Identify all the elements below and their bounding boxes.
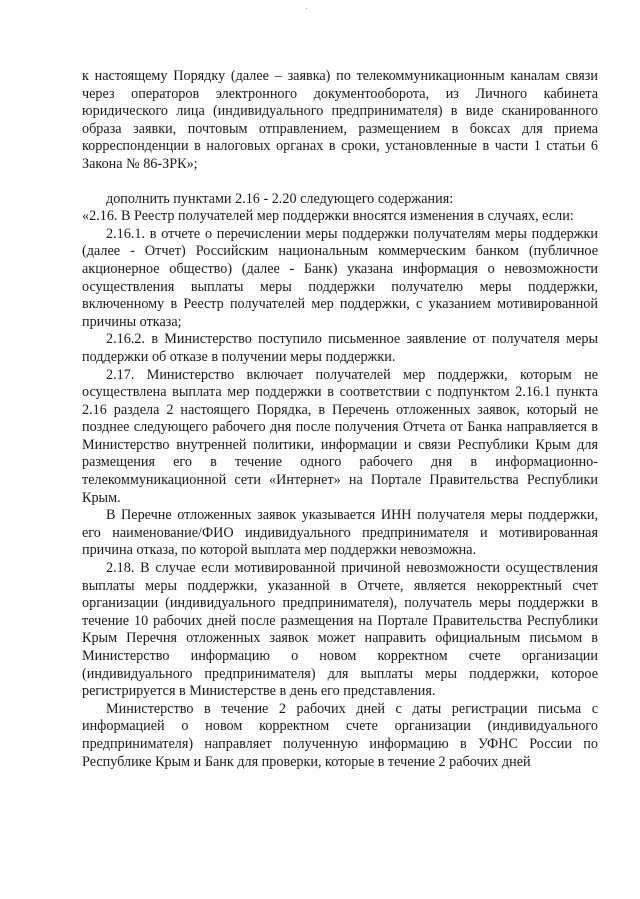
paragraph-2-17: 2.17. Министерство включает получателей мер поддержки, которым не осуществлена выплата мер поддержки в соответствии с подпунктом 2.16.1 пункта 2.16 раздела 2 настоящего Порядка, в Перечень отложенных заявок, который не позднее следующего рабочего дня после получения Отчета от Банка направляется в Министерство внутренней политики, информации и связи Республики Крым для размещения его в течение одного рабочего дня в информационно-телекоммуникационной сети «Интернет» на Портале Правительства Республики Крым.: [82, 366, 598, 506]
paragraph-gap: [82, 174, 598, 191]
paragraph-ministry-actions: Министерство в течение 2 рабочих дней с даты регистрации письма с информацией о новом корректном счете организации (индивидуального предпринимателя) направляет полученную информацию в УФНС России по Республике Крым и Банк для проверки, которые в течение 2 рабочих дней: [82, 700, 598, 770]
paragraph-2-16-1: 2.16.1. в отчете о перечислении меры поддержки получателям меры поддержки (далее - Отчет) Российским национальным коммерческим банком (публичное акционерное общество) (далее - Банк) указана информация о невозможности осуществления выплаты меры поддержки получателю меры поддержки, включенному в Реестр получателей мер поддержки, с указанием мотивированной причины отказа;: [82, 225, 598, 330]
paragraph-continuation: к настоящему Порядку (далее – заявка) по телекоммуникационным каналам связи через операторов электронного документооборота, из Личного кабинета юридического лица (индивидуального предпринимателя) в виде сканированного образа заявки, почтовым отправлением, размещением в боксах для приема корреспонденции в налоговых органах в сроки, установленные в части 1 статьи 6 Закона № 86-ЗРК»;: [82, 68, 598, 172]
document-page: [82, 68, 598, 771]
scan-speck: [306, 8, 307, 9]
paragraph-2-16-2: 2.16.2. в Министерство поступило письменное заявление от получателя меры поддержки об отказе в получении меры поддержки.: [82, 331, 598, 365]
paragraph-2-18: 2.18. В случае если мотивированной причиной невозможности осуществления выплаты меры поддержки, указанной в Отчете, является некорректный счет организации (индивидуального предпринимателя), получатель меры поддержки в течение 10 рабочих дней после размещения на Портале Правительства Республики Крым Перечня отложенных заявок может направить официальным письмом в Министерство информацию о новом корректном счете организации (индивидуального предпринимателя) для выплаты меры поддержки, которое регистрируется в Министерстве в день его представления.: [82, 560, 598, 700]
paragraph-amendment-intro: дополнить пунктами 2.16 - 2.20 следующего содержания:: [106, 190, 454, 207]
paragraph-deferred-list: В Перечне отложенных заявок указывается ИНН получателя меры поддержки, его наименование/ФИО индивидуального предпринимателя и мотивированная причина отказа, по которой выплата мер поддержки невозможна.: [82, 507, 598, 559]
paragraph-2-16: «2.16. В Реестр получателей мер поддержки вносятся изменения в случаях, если:: [82, 208, 574, 225]
